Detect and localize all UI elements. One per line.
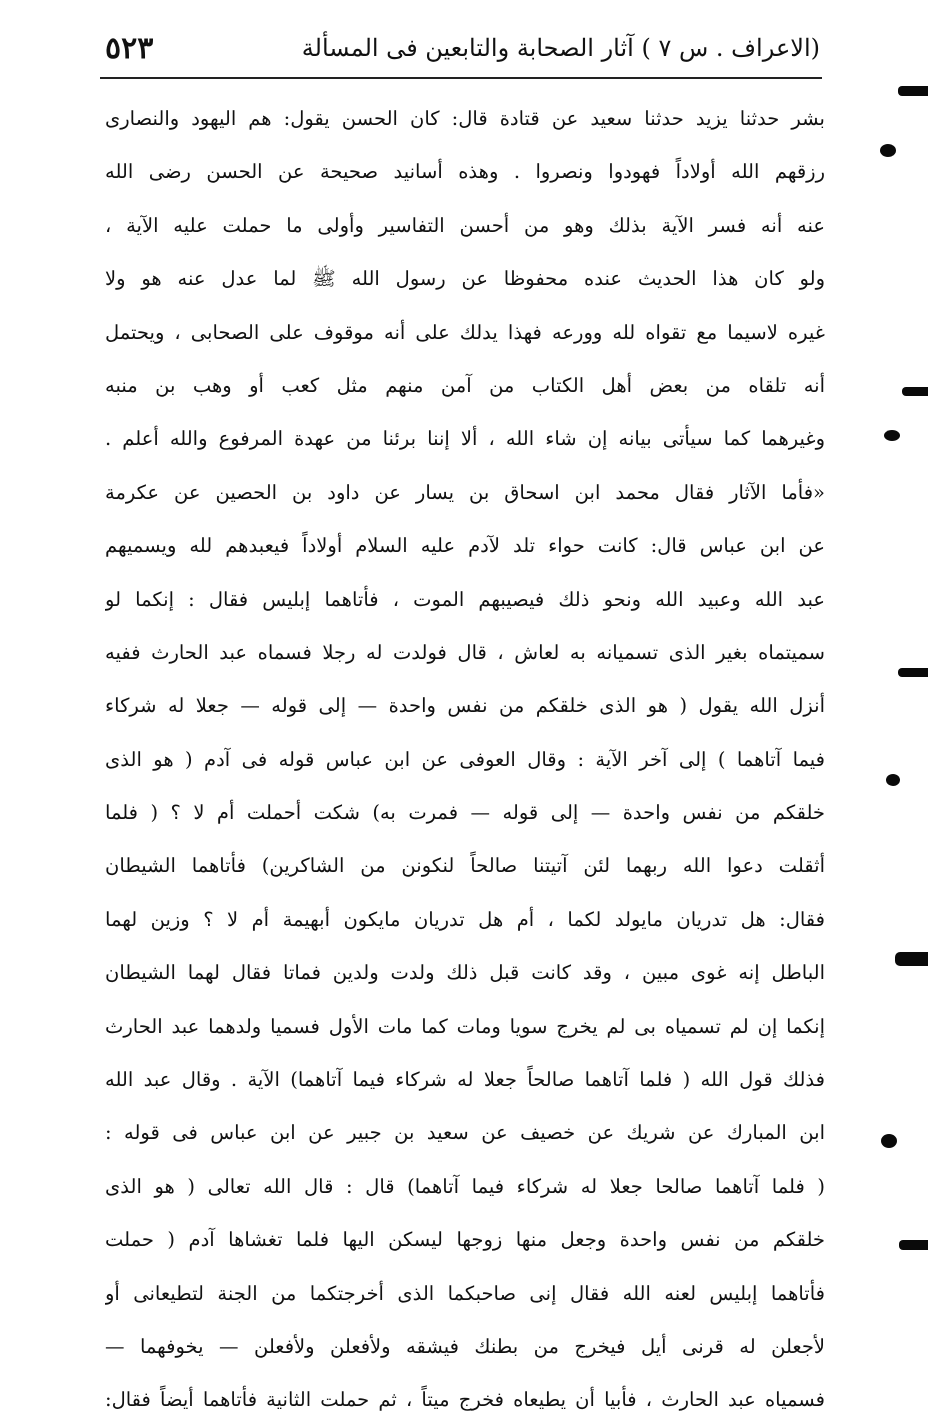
text-line: لأجعلن له قرنى أيل فيخرج من بطنك فيشقه ولأفعلن ولأفعلن — يخوفهما — bbox=[105, 1334, 825, 1358]
binding-mark bbox=[884, 430, 900, 441]
text-line: رزقهم الله أولاداً فهودوا ونصروا . وهذه أسانيد صحيحة عن الحسن رضى الله bbox=[105, 160, 825, 184]
binding-mark bbox=[898, 668, 928, 677]
text-line: خلقكم من نفس واحدة وجعل منها زوجها ليسكن اليها فلما تغشاها آدم ( حملت bbox=[105, 1228, 825, 1252]
text-line: فيما آتاهما ) إلى آخر الآية : وقال العوفى عن ابن عباس قوله فى آدم ( هو الذى bbox=[105, 747, 825, 771]
binding-mark bbox=[898, 86, 928, 96]
binding-mark bbox=[895, 952, 928, 966]
text-line: ولو كان هذا الحديث عنده محفوظا عن رسول الله ﷺ لما عدل عنه هو ولا bbox=[105, 267, 825, 291]
text-line: فأتاهما إبليس لعنه الله فقال إنى صاحبكما الذى أخرجتكما من الجنة لتطيعانى أو bbox=[105, 1281, 825, 1305]
page-header bbox=[105, 22, 820, 74]
binding-mark bbox=[902, 387, 928, 396]
text-line: فقال: هل تدريان مايولد لكما ، أم هل تدريان مايكون أبهيمة أم لا ؟ وزين لهما bbox=[105, 907, 825, 931]
binding-mark bbox=[881, 1134, 897, 1148]
header-rule bbox=[100, 77, 822, 79]
binding-mark bbox=[880, 144, 896, 157]
text-line: خلقكم من نفس واحدة — إلى قوله — فمرت به) شكت أحملت أم لا ؟ ( فلما bbox=[105, 801, 825, 825]
running-title: (الاعراف . س ٧ ) آثار الصحابة والتابعين فى المسألة bbox=[301, 34, 820, 62]
binding-mark bbox=[899, 1240, 928, 1250]
text-line: إنكما إن لم تسمياه بى لم يخرج سويا ومات كما مات الأول فسميا ولدهما عبد الحارث bbox=[105, 1014, 825, 1038]
text-line: عن ابن عباس قال: كانت حواء تلد لآدم عليه السلام أولاداً فيعبدهم لله ويسميهم bbox=[105, 534, 825, 558]
text-line: سميتماه بغير الذى تسميانه به لعاش ، قال فولدت له رجلا فسماه عبد الحارث ففيه bbox=[105, 640, 825, 664]
binding-mark bbox=[886, 774, 900, 786]
text-line: أنه تلقاه من بعض أهل الكتاب من آمن منهم مثل كعب أو وهب بن منبه bbox=[105, 373, 825, 397]
text-line: «فأما الآثار فقال محمد ابن اسحاق بن يسار عن داود بن الحصين عن عكرمة bbox=[105, 480, 825, 504]
text-line: فسمياه عبد الحارث ، فأبيا أن يطيعاه فخرج ميتاً ، ثم حملت الثانية فأتاهما أيضاً فقال: bbox=[105, 1388, 825, 1412]
text-line: أثقلت دعوا الله ربهما لئن آتيتنا صالحاً لنكونن من الشاكرين) فأتاهما الشيطان bbox=[105, 854, 825, 878]
text-line: عبد الله وعبيد الله ونحو ذلك فيصيبهم الموت ، فأتاهما إبليس فقال : إنكما لو bbox=[105, 587, 825, 611]
text-line: غيره لاسيما مع تقواه لله وورعه فهذا يدلك على أنه موقوف على الصحابى ، ويحتمل bbox=[105, 320, 825, 344]
text-line: فذلك قول الله ( فلما آتاهما صالحاً جعلا له شركاء فيما آتاهما) الآية . وقال عبد الله bbox=[105, 1068, 825, 1092]
text-line: ابن المبارك عن شريك عن خصيف عن سعيد بن جبير عن ابن عباس فى قوله : bbox=[105, 1121, 825, 1145]
body-text bbox=[105, 92, 825, 1427]
text-line: وغيرهما كما سيأتى بيانه إن شاء الله ، ألا إننا برئنا من عهدة المرفوع والله أعلم . bbox=[105, 427, 825, 451]
page-number: ٥٢٣ bbox=[105, 30, 154, 66]
text-line: عنه أنه فسر الآية بذلك وهو من أحسن التفاسير وأولى ما حملت عليه الآية ، bbox=[105, 213, 825, 237]
text-line: الباطل إنه غوى مبين ، وقد كانت قبل ذلك ولدت ولدين فماتا فقال لهما الشيطان bbox=[105, 961, 825, 985]
text-line: ( فلما آتاهما صالحا جعلا له شركاء فيما آتاهما) قال : قال الله تعالى ( هو الذى bbox=[105, 1174, 825, 1198]
text-line: أنزل الله يقول ( هو الذى خلقكم من نفس واحدة — إلى قوله — جعلا له شركاء bbox=[105, 694, 825, 718]
text-line: بشر حدثنا يزيد حدثنا سعيد عن قتادة قال: كان الحسن يقول: هم اليهود والنصارى bbox=[105, 107, 825, 130]
